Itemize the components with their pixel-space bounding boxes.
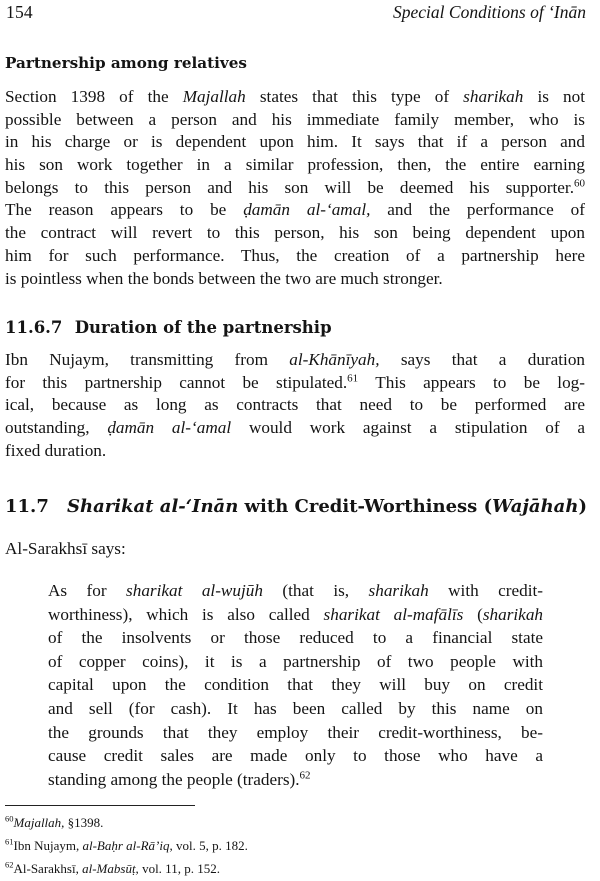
italic-text: sharikat al-mafālīs	[323, 604, 464, 624]
italic-text: Majallah	[182, 87, 246, 106]
text-line: ical, because as long as contracts that need to be performed are	[5, 395, 585, 415]
page-number: 154	[6, 2, 33, 22]
duration-paragraph	[5, 349, 585, 462]
text-line: and sell (for cash). It has been called by this name on	[48, 698, 543, 718]
italic-text: al-Khānīyah,	[289, 350, 380, 369]
italic-text: al-Baḥr al-Rā’iq,	[82, 838, 173, 853]
section-title-close: )	[578, 496, 587, 517]
text-line: for this partnership cannot be stipulated.$^{61}$ This appears to be log-	[5, 371, 585, 392]
text-line: the grounds that they employ their credit-worthiness, be-	[48, 722, 543, 742]
running-title: Special Conditions of ‘Inān	[393, 2, 586, 22]
text-line: standing among the people (traders).$^{62}$	[48, 769, 311, 789]
text-line: of the insolvents or those reduced to a financial state	[48, 628, 543, 648]
section-title-text: with Credit-Worthiness (	[238, 496, 493, 517]
italic-text: sharikah	[463, 87, 524, 106]
section-number: 11.7	[5, 496, 49, 517]
text-line: fixed duration.	[5, 440, 107, 460]
section-heading-duration	[5, 318, 332, 337]
italic-text: al-Mabsūṭ,	[82, 861, 139, 876]
footnote-ref[interactable]: 60	[574, 177, 585, 190]
block-quote	[48, 579, 543, 791]
footnote-ref[interactable]: 61	[5, 836, 14, 847]
text-line: The reason appears to be ḍamān al-‘amal, and the performance of	[5, 200, 585, 220]
footnote-60: $^{60}$Majallah, §1398.	[5, 813, 104, 830]
text-line: possible between a person and his immediate family member, who is	[5, 109, 585, 129]
italic-text: sharikat al-wujūh	[126, 581, 263, 600]
italic-text: sharikah	[482, 604, 543, 624]
italic-text: ḍamān al-‘amal	[107, 418, 232, 438]
footnote-ref[interactable]: 61	[347, 371, 359, 384]
text-line: in his charge or is dependent upon him. It says that if a person and	[5, 132, 585, 152]
footnote-ref[interactable]: 62	[299, 769, 311, 782]
section-number: 11.6.7	[5, 318, 63, 337]
italic-text: sharikah	[368, 581, 429, 600]
text-line: Ibn Nujaym, transmitting from al-Khānīyah, says that a duration	[5, 350, 586, 369]
footnote-62: $^{62}$Al-Sarakhsī, al-Mabsūṭ, vol. 11, p. 152.	[5, 859, 220, 876]
text-line: of copper coins), it is a partnership of two people with	[48, 651, 543, 671]
relatives-paragraph	[5, 86, 585, 290]
intro-line: Al-Sarakhsī says:	[5, 539, 126, 558]
text-line: worthiness), which is also called sharikat al-mafālīs (sharikah	[48, 604, 543, 624]
section-title-italic-2: Wajāhah	[492, 496, 579, 517]
page-header	[6, 2, 586, 24]
text-line: him for such performance. Thus, the creation of a partnership here	[5, 245, 585, 265]
footnote-ref[interactable]: 62	[5, 859, 14, 870]
italic-text: ḍamān al-‘amal,	[243, 200, 371, 220]
footnote-rule	[5, 805, 195, 806]
quote-intro	[5, 538, 585, 561]
footnote-61: $^{61}$Ibn Nujaym, al-Baḥr al-Rā’iq, vol. 5, p. 182.	[5, 836, 248, 853]
section-title: Duration of the partnership	[74, 318, 332, 337]
text-line: the contract will revert to this person, his son being dependent upon	[5, 223, 585, 243]
text-line: his son work together in a similar profession, then, the entire earning	[5, 155, 585, 175]
text-line: is pointless when the bonds between the two are much stronger.	[5, 268, 443, 288]
text-line: Section 1398 of the Majallah states that this type of sharikah is not	[5, 87, 585, 106]
subheading-relatives: Partnership among relatives	[5, 54, 247, 72]
text-line: belongs to this person and his son will be deemed his supporter.$^{60}$	[5, 177, 585, 197]
text-line: capital upon the condition that they will buy on credit	[48, 675, 543, 695]
text-line: cause credit sales are made only to those who have a	[48, 746, 543, 766]
footnote-ref[interactable]: 60	[5, 813, 14, 824]
text-line: outstanding, ḍamān al-‘amal would work against a stipulation of a	[5, 418, 585, 438]
italic-text: Majallah,	[13, 815, 65, 830]
text-line: As for sharikat al-wujūh (that is, sharikah with credit-	[48, 581, 543, 600]
section-title-italic: Sharikat al-‘Inān	[67, 496, 239, 517]
section-heading-credit-worthiness	[5, 496, 587, 517]
